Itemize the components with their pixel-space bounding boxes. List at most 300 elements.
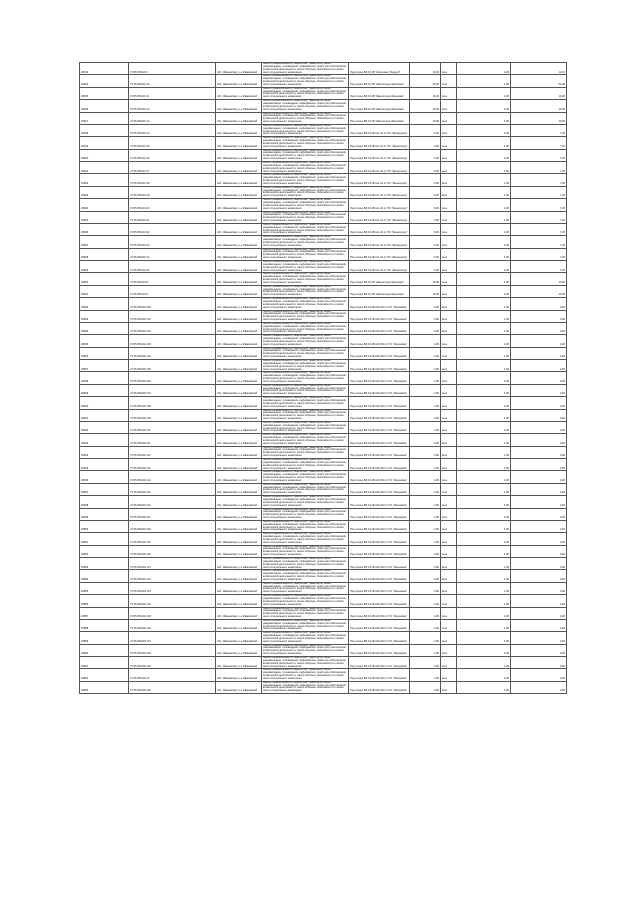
cadastral-value-cell: 7,26 — [511, 174, 567, 186]
table-row — [80, 607, 567, 619]
cadastral-number: 37:05:050402:117 — [129, 508, 216, 520]
cadastral-value-cell: 19,36 — [511, 87, 567, 99]
unit-cell: кв.м — [441, 508, 457, 520]
location-cell: обл. Ивановская, р-н Ивановский — [216, 124, 262, 136]
table-row — [80, 186, 567, 198]
price-cell: 1,00 — [457, 459, 511, 471]
row-number: 20813 — [80, 63, 129, 75]
cadastral-number: 37:05:050402:110 — [129, 421, 216, 433]
price-cell: 1,00 — [457, 124, 511, 136]
row-number: 20829 — [80, 261, 129, 273]
price-cell: 1,00 — [457, 496, 511, 508]
permitted-use-cell: Под опоры ВЛ-10 кВ №8 100 от ПС "Жерновка" — [349, 681, 410, 693]
cadastral-number: 37:05:050402:104 — [129, 347, 216, 359]
location-cell: обл. Ивановская, р-н Ивановский — [216, 174, 262, 186]
land-category-cell: Земли промышленности, энергетики, транспорта, связи, радиовещания, телевидения, информатики, земли для обеспечения космической деятельности, земли обороны, безопасности и земли иного специального назначения — [262, 397, 349, 409]
cadastral-number: 37:05:050402:130 — [129, 681, 216, 693]
cadastral-value-cell: 4,84 — [511, 595, 567, 607]
unit-cell: кв.м — [441, 112, 457, 124]
table-row — [80, 657, 567, 669]
unit-cell: кв.м — [441, 236, 457, 248]
row-number: 20862 — [80, 669, 129, 681]
price-cell: 1,00 — [457, 137, 511, 149]
location-cell: обл. Ивановская, р-н Ивановский — [216, 335, 262, 347]
unit-cell: кв.м — [441, 471, 457, 483]
row-number: 20857 — [80, 607, 129, 619]
row-number: 20820 — [80, 149, 129, 161]
area-cell: 4,00 — [410, 533, 441, 545]
area-cell: 4,00 — [410, 595, 441, 607]
permitted-use-cell: Под опоры ВЛ-10 кВ "Звенигород-Жерновка" — [349, 87, 410, 99]
location-cell: обл. Ивановская, р-н Ивановский — [216, 285, 262, 297]
location-cell: обл. Ивановская, р-н Ивановский — [216, 508, 262, 520]
table-body — [80, 63, 567, 694]
land-category-cell: Земли промышленности, энергетики, транспорта, связи, радиовещания, телевидения, информатики, земли для обеспечения космической деятельности, земли обороны, безопасности и земли иного специального назначения — [262, 644, 349, 656]
permitted-use-cell: Под опоры ВЛ-10 кВ №8 100 от ПС "Жерновка" — [349, 607, 410, 619]
land-category-cell: Земли промышленности, энергетики, транспорта, связи, радиовещания, телевидения, информатики, земли для обеспечения космической деятельности, земли обороны, безопасности и земли иного специального назначения — [262, 446, 349, 458]
area-cell: 4,00 — [410, 607, 441, 619]
row-number: 20841 — [80, 409, 129, 421]
row-number: 20853 — [80, 558, 129, 570]
permitted-use-cell: Под опоры ВЛ-10 кВ №1 22 от ПС "Звенигород" — [349, 124, 410, 136]
price-cell: 1,00 — [457, 248, 511, 260]
unit-cell: кв.м — [441, 372, 457, 384]
cadastral-value-cell: 4,84 — [511, 570, 567, 582]
location-cell: обл. Ивановская, р-н Ивановский — [216, 520, 262, 532]
cadastral-value-cell: 7,26 — [511, 236, 567, 248]
price-cell: 1,00 — [457, 186, 511, 198]
price-cell: 1,00 — [457, 409, 511, 421]
unit-cell: кв.м — [441, 124, 457, 136]
permitted-use-cell: Под опоры ВЛ-10 кВ №8 100 от ПС "Жерновка" — [349, 582, 410, 594]
cadastral-number: 37:05:050402:125 — [129, 607, 216, 619]
table-row — [80, 520, 567, 532]
row-number: 20855 — [80, 582, 129, 594]
permitted-use-cell: Под опоры ВЛ-10 кВ №8 100 от ПС "Жерновка" — [349, 483, 410, 495]
unit-cell: кв.м — [441, 657, 457, 669]
cadastral-number: 37:05:050401:18 — [129, 174, 216, 186]
table-row — [80, 211, 567, 223]
row-number: 20842 — [80, 421, 129, 433]
cadastral-number: 37:05:050402:112 — [129, 446, 216, 458]
cadastral-value-cell: 4,84 — [511, 483, 567, 495]
table-row — [80, 248, 567, 260]
permitted-use-cell: Под опоры ВЛ-10 кВ №8 100 от ПС "Жерновка" — [349, 347, 410, 359]
price-cell: 1,00 — [457, 63, 511, 75]
cadastral-number: 37:05:050401:20 — [129, 199, 216, 211]
location-cell: обл. Ивановская, р-н Ивановский — [216, 471, 262, 483]
location-cell: обл. Ивановская, р-н Ивановский — [216, 619, 262, 631]
area-cell: 6,00 — [410, 174, 441, 186]
cadastral-number: 37:05:050401:21 — [129, 211, 216, 223]
cadastral-value-cell: 7,26 — [511, 124, 567, 136]
cadastral-value-cell: 12,10 — [511, 63, 567, 75]
area-cell: 6,00 — [410, 248, 441, 260]
cadastral-number: 37:05:050402:115 — [129, 483, 216, 495]
area-cell: 6,00 — [410, 149, 441, 161]
unit-cell: кв.м — [441, 607, 457, 619]
permitted-use-cell: Под опоры ВЛ-10 кВ №1 22 от ПС "Звенигород" — [349, 248, 410, 260]
row-number: 20826 — [80, 223, 129, 235]
price-cell: 1,00 — [457, 223, 511, 235]
row-number: 20822 — [80, 174, 129, 186]
row-number: 20819 — [80, 137, 129, 149]
price-cell: 1,00 — [457, 421, 511, 433]
price-cell: 1,00 — [457, 273, 511, 285]
price-cell: 1,00 — [457, 644, 511, 656]
table-row — [80, 681, 567, 693]
permitted-use-cell: Под опоры ВЛ-10 кВ №8 100 от ПС "Жерновка" — [349, 595, 410, 607]
cadastral-number: 37:05:050402:106 — [129, 372, 216, 384]
unit-cell: кв.м — [441, 347, 457, 359]
price-cell: 1,00 — [457, 657, 511, 669]
location-cell: обл. Ивановская, р-н Ивановский — [216, 558, 262, 570]
table-row — [80, 322, 567, 334]
unit-cell: кв.м — [441, 298, 457, 310]
permitted-use-cell: Под опоры ВЛ-10 кВ №1 22 от ПС "Звенигород" — [349, 223, 410, 235]
land-category-cell: Земли промышленности, энергетики, транспорта, связи, радиовещания, телевидения, информатики, земли для обеспечения космической деятельности, земли обороны, безопасности и земли иного специального назначения — [262, 421, 349, 433]
unit-cell: кв.м — [441, 483, 457, 495]
location-cell: обл. Ивановская, р-н Ивановский — [216, 483, 262, 495]
unit-cell: кв.м — [441, 63, 457, 75]
cadastral-value-cell: 4,84 — [511, 397, 567, 409]
table-row — [80, 310, 567, 322]
cadastral-number: 37:05:050402:120 — [129, 545, 216, 557]
unit-cell: кв.м — [441, 681, 457, 693]
area-cell: 4,00 — [410, 669, 441, 681]
cadastral-value-cell: 19,36 — [511, 112, 567, 124]
cadastral-value-cell: 4,84 — [511, 644, 567, 656]
unit-cell: кв.м — [441, 520, 457, 532]
cadastral-number: 37:05:050322:0 — [129, 63, 216, 75]
table-row — [80, 261, 567, 273]
location-cell: обл. Ивановская, р-н Ивановский — [216, 632, 262, 644]
row-number: 20814 — [80, 75, 129, 87]
table-row — [80, 397, 567, 409]
cadastral-value-cell: 4,84 — [511, 669, 567, 681]
cadastral-value-cell: 4,84 — [511, 446, 567, 458]
location-cell: обл. Ивановская, р-н Ивановский — [216, 261, 262, 273]
permitted-use-cell: Под опоры ВЛ-10 кВ №8 100 от ПС "Жерновка" — [349, 434, 410, 446]
permitted-use-cell: Под опоры ВЛ-10 кВ №8 100 от ПС "Жерновка" — [349, 421, 410, 433]
land-category-cell: Земли промышленности, энергетики, транспорта, связи, радиовещания, телевидения, информатики, земли для обеспечения космической деятельности, земли обороны, безопасности и земли иного специального назначения — [262, 211, 349, 223]
area-cell: 4,00 — [410, 322, 441, 334]
row-number: 20827 — [80, 236, 129, 248]
cadastral-number: 37:05:050402:127 — [129, 632, 216, 644]
permitted-use-cell: Под опоры ВЛ-10 кВ №1 22 от ПС "Звенигород" — [349, 162, 410, 174]
table-row — [80, 347, 567, 359]
permitted-use-cell: Под опоры ВЛ-10 кВ №1 22 от ПС "Звенигород" — [349, 211, 410, 223]
row-number: 20835 — [80, 335, 129, 347]
location-cell: обл. Ивановская, р-н Ивановский — [216, 87, 262, 99]
price-cell: 1,00 — [457, 582, 511, 594]
cadastral-number: 37:05:050402:109 — [129, 409, 216, 421]
area-cell: 16,00 — [410, 100, 441, 112]
unit-cell: кв.м — [441, 174, 457, 186]
permitted-use-cell: Под опоры ВЛ-10 кВ №8 100 от ПС "Жерновка" — [349, 644, 410, 656]
unit-cell: кв.м — [441, 409, 457, 421]
row-number: 20818 — [80, 124, 129, 136]
cadastral-number: 37:05:050402:100 — [129, 298, 216, 310]
table-row — [80, 372, 567, 384]
location-cell: обл. Ивановская, р-н Ивановский — [216, 236, 262, 248]
cadastral-value-cell: 19,36 — [511, 285, 567, 297]
row-number: 20856 — [80, 595, 129, 607]
price-cell: 1,00 — [457, 285, 511, 297]
cadastral-number: 37:05:050402:13 — [129, 669, 216, 681]
unit-cell: кв.м — [441, 360, 457, 372]
table-row — [80, 483, 567, 495]
cadastral-number: 37:05:050402:124 — [129, 595, 216, 607]
unit-cell: кв.м — [441, 397, 457, 409]
area-cell: 4,00 — [410, 459, 441, 471]
land-category-cell: Земли промышленности, энергетики, транспорта, связи, радиовещания, телевидения, информатики, земли для обеспечения космической деятельности, земли обороны, безопасности и земли иного специального назначения — [262, 310, 349, 322]
permitted-use-cell: Под опоры ВЛ-10 кВ №8 100 от ПС "Жерновка" — [349, 298, 410, 310]
area-cell: 4,00 — [410, 632, 441, 644]
cadastral-number: 37:05:050402:105 — [129, 360, 216, 372]
row-number: 20860 — [80, 644, 129, 656]
area-cell: 16,00 — [410, 273, 441, 285]
land-category-cell: Земли промышленности, энергетики, транспорта, связи, радиовещания, телевидения, информатики, земли для обеспечения космической деятельности, земли обороны, безопасности и земли иного специального назначения — [262, 87, 349, 99]
location-cell: обл. Ивановская, р-н Ивановский — [216, 607, 262, 619]
row-number: 20838 — [80, 372, 129, 384]
row-number: 20844 — [80, 446, 129, 458]
permitted-use-cell: Под опоры ВЛ-10 кВ №1 22 от ПС "Звенигород" — [349, 186, 410, 198]
table-row — [80, 644, 567, 656]
cadastral-number: 37:05:050401:22 — [129, 223, 216, 235]
unit-cell: кв.м — [441, 223, 457, 235]
row-number: 20843 — [80, 434, 129, 446]
unit-cell: кв.м — [441, 459, 457, 471]
price-cell: 1,00 — [457, 174, 511, 186]
cadastral-value-cell: 4,84 — [511, 409, 567, 421]
permitted-use-cell: Под опоры ВЛ-10 кВ №8 100 от ПС "Жерновка" — [349, 520, 410, 532]
land-category-cell: Земли промышленности, энергетики, транспорта, связи, радиовещания, телевидения, информатики, земли для обеспечения космической деятельности, земли обороны, безопасности и земли иного специального назначения — [262, 632, 349, 644]
land-category-cell: Земли промышленности, энергетики, транспорта, связи, радиовещания, телевидения, информатики, земли для обеспечения космической деятельности, земли обороны, безопасности и земли иного специального назначения — [262, 384, 349, 396]
location-cell: обл. Ивановская, р-н Ивановский — [216, 149, 262, 161]
price-cell: 1,00 — [457, 446, 511, 458]
location-cell: обл. Ивановская, р-н Ивановский — [216, 434, 262, 446]
unit-cell: кв.м — [441, 421, 457, 433]
land-category-cell: Земли промышленности, энергетики, транспорта, связи, радиовещания, телевидения, информатики, земли для обеспечения космической деятельности, земли обороны, безопасности и земли иного специального назначения — [262, 137, 349, 149]
price-cell: 1,00 — [457, 100, 511, 112]
table-row — [80, 162, 567, 174]
permitted-use-cell: Под опоры ВЛ-10 кВ "Звенигород-Жерновка" — [349, 273, 410, 285]
area-cell: 4,00 — [410, 360, 441, 372]
land-category-cell: Земли промышленности, энергетики, транспорта, связи, радиовещания, телевидения, информатики, земли для обеспечения космической деятельности, земли обороны, безопасности и земли иного специального назначения — [262, 483, 349, 495]
unit-cell: кв.м — [441, 75, 457, 87]
cadastral-value-cell: 4,84 — [511, 459, 567, 471]
area-cell: 6,00 — [410, 199, 441, 211]
cadastral-number: 37:05:050401:17 — [129, 162, 216, 174]
cadastral-value-cell: 4,84 — [511, 558, 567, 570]
cadastral-number: 37:05:050401:24 — [129, 248, 216, 260]
row-number: 20851 — [80, 533, 129, 545]
price-cell: 1,00 — [457, 211, 511, 223]
cadastral-value-cell: 4,84 — [511, 619, 567, 631]
table-row — [80, 75, 567, 87]
permitted-use-cell: Под опоры ВЛ-10 кВ №8 100 от ПС "Жерновка" — [349, 508, 410, 520]
cadastral-number: 37:05:050402:102 — [129, 322, 216, 334]
location-cell: обл. Ивановская, р-н Ивановский — [216, 360, 262, 372]
unit-cell: кв.м — [441, 632, 457, 644]
unit-cell: кв.м — [441, 87, 457, 99]
cadastral-number: 37:05:050402:111 — [129, 434, 216, 446]
unit-cell: кв.м — [441, 199, 457, 211]
land-category-cell: Земли промышленности, энергетики, транспорта, связи, радиовещания, телевидения, информатики, земли для обеспечения космической деятельности, земли обороны, безопасности и земли иного специального назначения — [262, 533, 349, 545]
location-cell: обл. Ивановская, р-н Ивановский — [216, 248, 262, 260]
price-cell: 1,00 — [457, 75, 511, 87]
cadastral-number: 37:05:050401:11 — [129, 87, 216, 99]
cadastral-value-cell: 4,84 — [511, 496, 567, 508]
cadastral-value-cell: 4,84 — [511, 421, 567, 433]
cadastral-number: 37:05:050401:23 — [129, 236, 216, 248]
cadastral-value-cell: 4,84 — [511, 360, 567, 372]
table-row — [80, 421, 567, 433]
table-row — [80, 533, 567, 545]
cadastral-value-cell: 7,26 — [511, 186, 567, 198]
land-category-cell: Земли промышленности, энергетики, транспорта, связи, радиовещания, телевидения, информатики, земли для обеспечения космической деятельности, земли обороны, безопасности и земли иного специального назначения — [262, 322, 349, 334]
location-cell: обл. Ивановская, р-н Ивановский — [216, 409, 262, 421]
land-category-cell: Земли промышленности, энергетики, транспорта, связи, радиовещания, телевидения, информатики, земли для обеспечения космической деятельности, земли обороны, безопасности и земли иного специального назначения — [262, 496, 349, 508]
area-cell: 4,00 — [410, 681, 441, 693]
permitted-use-cell: Под опоры ВЛ-10 кВ №8 100 от ПС "Жерновка" — [349, 619, 410, 631]
land-category-cell: Земли промышленности, энергетики, транспорта, связи, радиовещания, телевидения, информатики, земли для обеспечения космической деятельности, земли обороны, безопасности и земли иного специального назначения — [262, 149, 349, 161]
price-cell: 1,00 — [457, 261, 511, 273]
permitted-use-cell: Под опоры ВЛ-10 кВ №8 100 от ПС "Жерновка" — [349, 409, 410, 421]
unit-cell: кв.м — [441, 273, 457, 285]
cadastral-number: 37:05:050402:126 — [129, 619, 216, 631]
price-cell: 1,00 — [457, 483, 511, 495]
cadastral-value-cell: 4,84 — [511, 434, 567, 446]
table-row — [80, 100, 567, 112]
cadastral-number: 37:05:050402:101 — [129, 310, 216, 322]
price-cell: 1,00 — [457, 347, 511, 359]
cadastral-number: 37:05:050402:103 — [129, 335, 216, 347]
cadastral-value-cell: 4,84 — [511, 632, 567, 644]
price-cell: 1,00 — [457, 112, 511, 124]
unit-cell: кв.м — [441, 322, 457, 334]
cadastral-value-cell: 7,26 — [511, 211, 567, 223]
table-row — [80, 545, 567, 557]
cadastral-number: 37:05:050402:114 — [129, 471, 216, 483]
row-number: 20863 — [80, 681, 129, 693]
permitted-use-cell: Под опоры ВЛ-10 кВ "Звенигород-Жерновка" — [349, 112, 410, 124]
table-row — [80, 632, 567, 644]
permitted-use-cell: Под опоры ВЛ-10 кВ №1 22 от ПС "Звенигород" — [349, 236, 410, 248]
land-category-cell: Земли промышленности, энергетики, транспорта, связи, радиовещания, телевидения, информатики, земли для обеспечения космической деятельности, земли обороны, безопасности и земли иного специального назначения — [262, 459, 349, 471]
cadastral-number: 37:05:050402:128 — [129, 644, 216, 656]
area-cell: 16,00 — [410, 112, 441, 124]
permitted-use-cell: Под опоры ВЛ-10 кВ №8 100 от ПС "Жерновка" — [349, 397, 410, 409]
price-cell: 1,00 — [457, 669, 511, 681]
cadastral-value-cell: 7,26 — [511, 261, 567, 273]
cadastral-number: 37:05:050401:8 — [129, 273, 216, 285]
location-cell: обл. Ивановская, р-н Ивановский — [216, 63, 262, 75]
permitted-use-cell: Под опоры ВЛ-10 кВ №1 22 от ПС "Звенигород" — [349, 261, 410, 273]
land-category-cell: Земли промышленности, энергетики, транспорта, связи, радиовещания, телевидения, информатики, земли для обеспечения космической деятельности, земли обороны, безопасности и земли иного специального назначения — [262, 261, 349, 273]
location-cell: обл. Ивановская, р-н Ивановский — [216, 298, 262, 310]
price-cell: 1,00 — [457, 681, 511, 693]
row-number: 20823 — [80, 186, 129, 198]
permitted-use-cell: Под опоры ВЛ-10 кВ №8 100 от ПС "Жерновка" — [349, 632, 410, 644]
table-row — [80, 236, 567, 248]
unit-cell: кв.м — [441, 211, 457, 223]
area-cell: 4,00 — [410, 446, 441, 458]
area-cell: 4,00 — [410, 397, 441, 409]
location-cell: обл. Ивановская, р-н Ивановский — [216, 372, 262, 384]
area-cell: 4,00 — [410, 545, 441, 557]
price-cell: 1,00 — [457, 632, 511, 644]
table-row — [80, 298, 567, 310]
area-cell: 6,00 — [410, 236, 441, 248]
unit-cell: кв.м — [441, 162, 457, 174]
location-cell: обл. Ивановская, р-н Ивановский — [216, 421, 262, 433]
cadastral-number: 37:05:050402:122 — [129, 570, 216, 582]
unit-cell: кв.м — [441, 619, 457, 631]
price-cell: 1,00 — [457, 310, 511, 322]
land-category-cell: Земли промышленности, энергетики, транспорта, связи, радиовещания, телевидения, информатики, земли для обеспечения космической деятельности, земли обороны, безопасности и земли иного специального назначения — [262, 100, 349, 112]
price-cell: 1,00 — [457, 434, 511, 446]
price-cell: 1,00 — [457, 397, 511, 409]
land-category-cell: Земли промышленности, энергетики, транспорта, связи, радиовещания, телевидения, информатики, земли для обеспечения космической деятельности, земли обороны, безопасности и земли иного специального назначения — [262, 545, 349, 557]
location-cell: обл. Ивановская, р-н Ивановский — [216, 669, 262, 681]
unit-cell: кв.м — [441, 533, 457, 545]
land-category-cell: Земли промышленности, энергетики, транспорта, связи, радиовещания, телевидения, информатики, земли для обеспечения космической деятельности, земли обороны, безопасности и земли иного специального назначения — [262, 186, 349, 198]
area-cell: 4,00 — [410, 582, 441, 594]
table-row — [80, 558, 567, 570]
price-cell: 1,00 — [457, 607, 511, 619]
price-cell: 1,00 — [457, 298, 511, 310]
location-cell: обл. Ивановская, р-н Ивановский — [216, 75, 262, 87]
area-cell: 4,00 — [410, 471, 441, 483]
permitted-use-cell: Под опоры ВЛ-10 кВ №8 100 от ПС "Жерновка" — [349, 322, 410, 334]
location-cell: обл. Ивановская, р-н Ивановский — [216, 310, 262, 322]
area-cell: 4,00 — [410, 657, 441, 669]
unit-cell: кв.м — [441, 582, 457, 594]
table-row — [80, 508, 567, 520]
area-cell: 4,00 — [410, 347, 441, 359]
unit-cell: кв.м — [441, 261, 457, 273]
cadastral-value-cell: 7,26 — [511, 137, 567, 149]
location-cell: обл. Ивановская, р-н Ивановский — [216, 100, 262, 112]
location-cell: обл. Ивановская, р-н Ивановский — [216, 322, 262, 334]
cadastral-number: 37:05:050402:119 — [129, 533, 216, 545]
price-cell: 1,00 — [457, 570, 511, 582]
land-category-cell: Земли промышленности, энергетики, транспорта, связи, радиовещания, телевидения, информатики, земли для обеспечения космической деятельности, земли обороны, безопасности и земли иного специального назначения — [262, 199, 349, 211]
table-row — [80, 137, 567, 149]
row-number: 20845 — [80, 459, 129, 471]
price-cell: 1,00 — [457, 533, 511, 545]
land-category-cell: Земли промышленности, энергетики, транспорта, связи, радиовещания, телевидения, информатики, земли для обеспечения космической деятельности, земли обороны, безопасности и земли иного специального назначения — [262, 162, 349, 174]
row-number: 20836 — [80, 347, 129, 359]
unit-cell: кв.м — [441, 545, 457, 557]
table-row — [80, 570, 567, 582]
price-cell: 1,00 — [457, 236, 511, 248]
cadastral-value-cell: 19,36 — [511, 273, 567, 285]
cadastral-value-cell: 4,84 — [511, 384, 567, 396]
cadastral-value-cell: 4,84 — [511, 310, 567, 322]
table-row — [80, 223, 567, 235]
price-cell: 1,00 — [457, 619, 511, 631]
table-row — [80, 174, 567, 186]
row-number: 20833 — [80, 310, 129, 322]
area-cell: 6,00 — [410, 124, 441, 136]
location-cell: обл. Ивановская, р-н Ивановский — [216, 273, 262, 285]
land-category-cell: Земли промышленности, энергетики, транспорта, связи, радиовещания, телевидения, информатики, земли для обеспечения космической деятельности, земли обороны, безопасности и земли иного специального назначения — [262, 471, 349, 483]
location-cell: обл. Ивановская, р-н Ивановский — [216, 644, 262, 656]
area-cell: 4,00 — [410, 558, 441, 570]
